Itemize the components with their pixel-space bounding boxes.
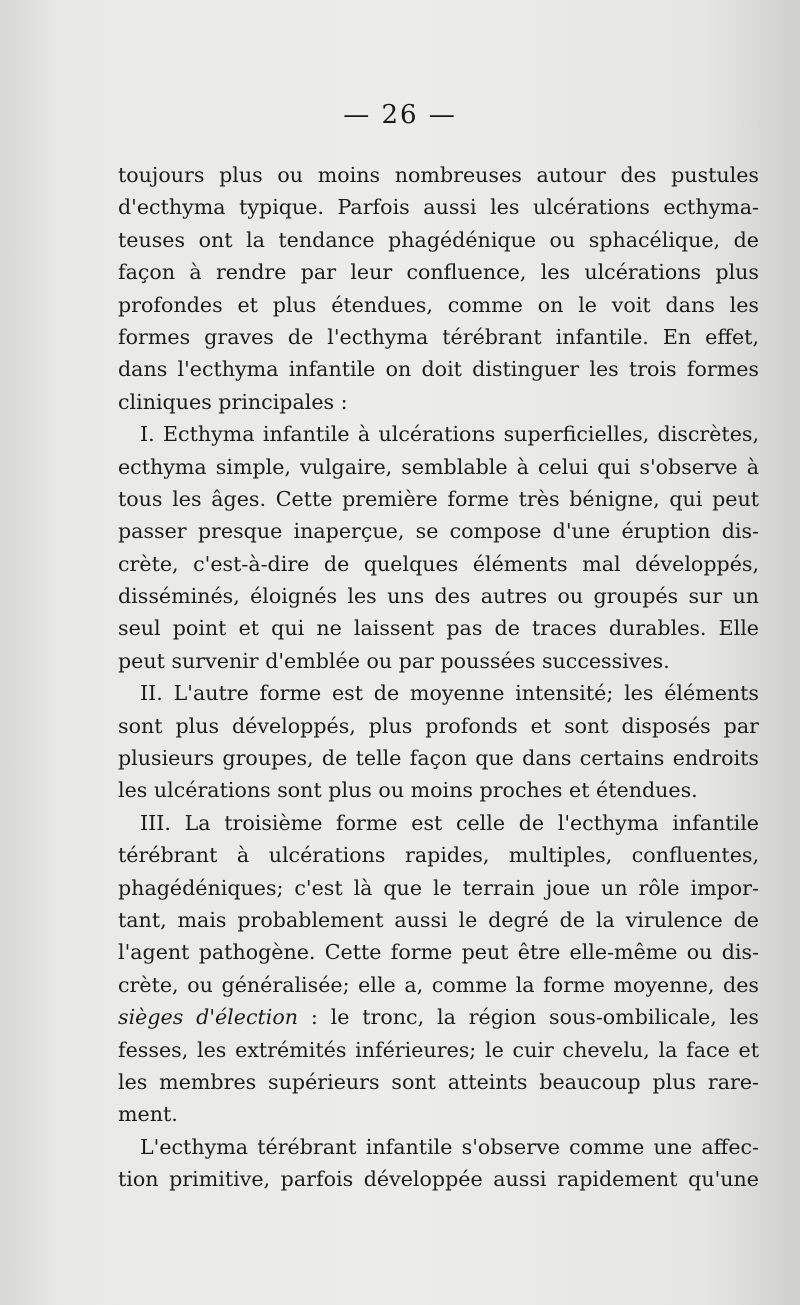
text-line: sont plus développés, plus profonds et sont disposés par	[118, 713, 759, 738]
italic-phrase: sièges d'élection	[118, 1005, 298, 1030]
text-line: façon à rendre par leur confluence, les ulcérations plus	[118, 260, 759, 285]
text-line: II. L'autre forme est de moyenne intensité; les éléments	[140, 681, 759, 706]
text-line: formes graves de l'ecthyma térébrant infantile. En effet,	[118, 324, 759, 349]
text-line: peut survenir d'emblée ou par poussées successives.	[118, 648, 670, 673]
text-line	[118, 1001, 759, 1033]
text-line: ecthyma simple, vulgaire, semblable à celui qui s'observe à	[118, 454, 759, 479]
text-line: ment.	[118, 1102, 178, 1127]
text-line: seul point et qui ne laissent pas de traces durables. Elle	[118, 616, 759, 641]
text-line: III. La troisième forme est celle de l'ecthyma infantile	[140, 810, 759, 835]
text-line: tion primitive, parfois développée aussi rapidement qu'une	[118, 1167, 759, 1192]
text-line: tous les âges. Cette première forme très bénigne, qui peut	[118, 486, 759, 511]
text-line: térébrant à ulcérations rapides, multiples, confluentes,	[118, 843, 759, 868]
text-line: d'ecthyma typique. Parfois aussi les ulcérations ecthyma-	[118, 195, 759, 220]
text-line: cliniques principales :	[118, 389, 348, 414]
text-line: toujours plus ou moins nombreuses autour des pustules	[118, 163, 759, 187]
text-line: dans l'ecthyma infantile on doit distinguer les trois formes	[118, 357, 759, 382]
text-line: les ulcérations sont plus ou moins proches et étendues.	[118, 778, 698, 803]
text-line: I. Ecthyma infantile à ulcérations superficielles, discrètes,	[140, 422, 759, 447]
text-line: crète, ou généralisée; elle a, comme la forme moyenne, des	[118, 972, 759, 997]
text-segment: : le tronc, la région sous-ombilicale, les	[298, 1005, 759, 1030]
text-line: plusieurs groupes, de telle façon que dans certains endroits	[118, 746, 759, 771]
text-line: les membres supérieurs sont atteints beaucoup plus rare-	[118, 1069, 759, 1094]
text-line: disséminés, éloignés les uns des autres ou groupés sur un	[118, 584, 759, 609]
text-line: passer presque inaperçue, se compose d'une éruption dis-	[118, 519, 759, 544]
page-number: — 26 —	[343, 100, 457, 130]
text-line: l'agent pathogène. Cette forme peut être elle-même ou dis-	[118, 940, 759, 965]
text-line: tant, mais probablement aussi le degré de la virulence de	[118, 907, 759, 932]
body-text	[118, 159, 759, 1196]
text-line: crète, c'est-à-dire de quelques éléments mal développés,	[118, 551, 759, 576]
text-line: profondes et plus étendues, comme on le voit dans les	[118, 292, 759, 317]
text-line: teuses ont la tendance phagédénique ou sphacélique, de	[118, 227, 759, 252]
text-line: L'ecthyma térébrant infantile s'observe comme une affec-	[140, 1134, 759, 1159]
text-line: phagédéniques; c'est là que le terrain joue un rôle impor-	[118, 875, 759, 900]
text-line: fesses, les extrémités inférieures; le cuir chevelu, la face et	[118, 1037, 759, 1062]
